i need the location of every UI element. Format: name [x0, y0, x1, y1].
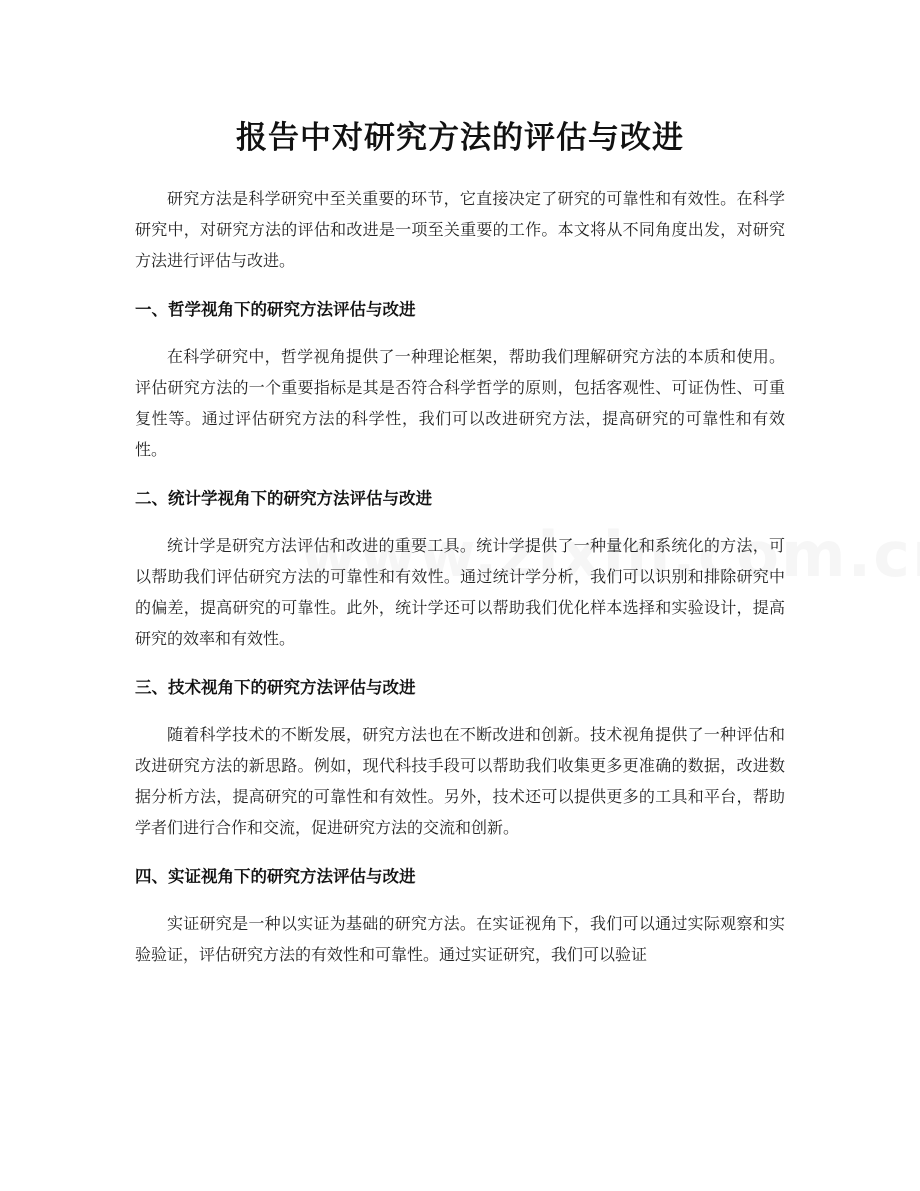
section-paragraph: 统计学是研究方法评估和改进的重要工具。统计学提供了一种量化和系统化的方法，可以帮助我们评估研究方法的可靠性和有效性。通过统计学分析，我们可以识别和排除研究中的偏差，提高研究的可靠性。此外，统计学还可以帮助我们优化样本选择和实验设计，提高研究的效率和有效性。	[135, 536, 785, 648]
section-heading: 二、统计学视角下的研究方法评估与改进	[135, 489, 432, 508]
section-paragraph: 在科学研究中，哲学视角提供了一种理论框架，帮助我们理解研究方法的本质和使用。评估研究方法的一个重要指标是其是否符合科学哲学的原则，包括客观性、可证伪性、可重复性等。通过评估研究方法的科学性，我们可以改进研究方法，提高研究的可靠性和有效性。	[135, 347, 785, 459]
section-heading: 三、技术视角下的研究方法评估与改进	[135, 678, 416, 697]
section-heading: 四、实证视角下的研究方法评估与改进	[135, 867, 416, 886]
section-paragraph: 实证研究是一种以实证为基础的研究方法。在实证视角下，我们可以通过实际观察和实验验证，评估研究方法的有效性和可靠性。通过实证研究，我们可以验证	[135, 914, 785, 964]
section-2	[135, 487, 785, 654]
section-3	[135, 676, 785, 843]
section-1	[135, 298, 785, 465]
section-paragraph: 随着科学技术的不断发展，研究方法也在不断改进和创新。技术视角提供了一种评估和改进研究方法的新思路。例如，现代科技手段可以帮助我们收集更多更准确的数据，改进数据分析方法，提高研究的可靠性和有效性。另外，技术还可以提供更多的工具和平台，帮助学者们进行合作和交流，促进研究方法的交流和创新。	[135, 725, 785, 837]
section-4	[135, 865, 785, 970]
document-title: 报告中对研究方法的评估与改进	[236, 120, 684, 156]
document-body	[135, 183, 785, 970]
section-heading: 一、哲学视角下的研究方法评估与改进	[135, 300, 416, 319]
intro-paragraph: 研究方法是科学研究中至关重要的环节，它直接决定了研究的可靠性和有效性。在科学研究中，对研究方法的评估和改进是一项至关重要的工作。本文将从不同角度出发，对研究方法进行评估与改进。	[135, 189, 785, 270]
